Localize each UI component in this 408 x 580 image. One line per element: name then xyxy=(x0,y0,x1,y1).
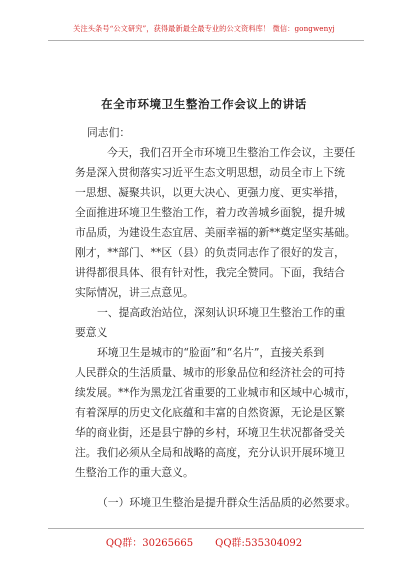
footer-contact xyxy=(0,534,408,549)
paragraph-line: 实际情况，讲三点意见。 xyxy=(75,286,194,299)
paragraph-line: 环境卫生是城市的“脸面”和“名片”，直接关系到 xyxy=(97,346,325,359)
paragraph-line: 刚才，**部门、**区（县）的负责同志作了很好的发言， xyxy=(75,246,345,259)
paragraph-line: 注。我们必须从全局和战略的高度，充分认识开展环境卫 xyxy=(75,446,345,459)
subsection-heading: （一）环境卫生整治是提升群众生活品质的必然要求。 xyxy=(97,496,357,509)
paragraph-line: 今天，我们召开全市环境卫生整治工作会议，主要任 xyxy=(107,146,356,159)
section-heading: 要意义 xyxy=(75,326,108,339)
paragraph-line: 市品质，为建设生态宜居、美丽幸福的新**奠定坚实基础。 xyxy=(75,226,356,239)
paragraph-line: 华的商业街，还是县宁静的乡村，环境卫生状况都备受关 xyxy=(75,426,345,439)
qq-group-2: QQ群:535304092 xyxy=(215,538,303,549)
paragraph-line: 讲得都很具体、很有针对性，我完全赞同。下面，我结合 xyxy=(75,266,345,279)
footer-divider xyxy=(48,528,364,529)
header-divider xyxy=(48,40,364,41)
qq-group-1: QQ群：30265665 xyxy=(105,538,194,549)
paragraph-line: 人民群众的生活质量、城市的形象品位和经济社会的可持 xyxy=(75,366,345,379)
paragraph-line: 有着深厚的历史文化底蕴和丰富的自然资源，无论是区繁 xyxy=(75,406,345,419)
salutation: 同志们： xyxy=(87,126,131,139)
paragraph-line: 续发展。**作为黑龙江省重要的工业城市和区域中心城市， xyxy=(75,386,356,399)
paragraph-line: 务是深入贯彻落实习近平生态文明思想，动员全市上下统 xyxy=(75,166,345,179)
paragraph-line: 全面推进环境卫生整治工作，着力改善城乡面貌，提升城 xyxy=(75,206,345,219)
paragraph-line: 一思想、凝聚共识，以更大决心、更强力度、更实举措， xyxy=(75,186,345,199)
section-heading: 一、提高政治站位，深刻认识环境卫生整治工作的重 xyxy=(97,306,346,319)
header-banner: 关注头条号“公文研究”，获得最新最全最专业的公文资料库！ 微信：gongwenyj xyxy=(73,24,335,33)
document-title: 在全市环境卫生整治工作会议上的讲话 xyxy=(101,97,307,111)
paragraph-line: 生整治工作的重大意义。 xyxy=(75,466,194,479)
